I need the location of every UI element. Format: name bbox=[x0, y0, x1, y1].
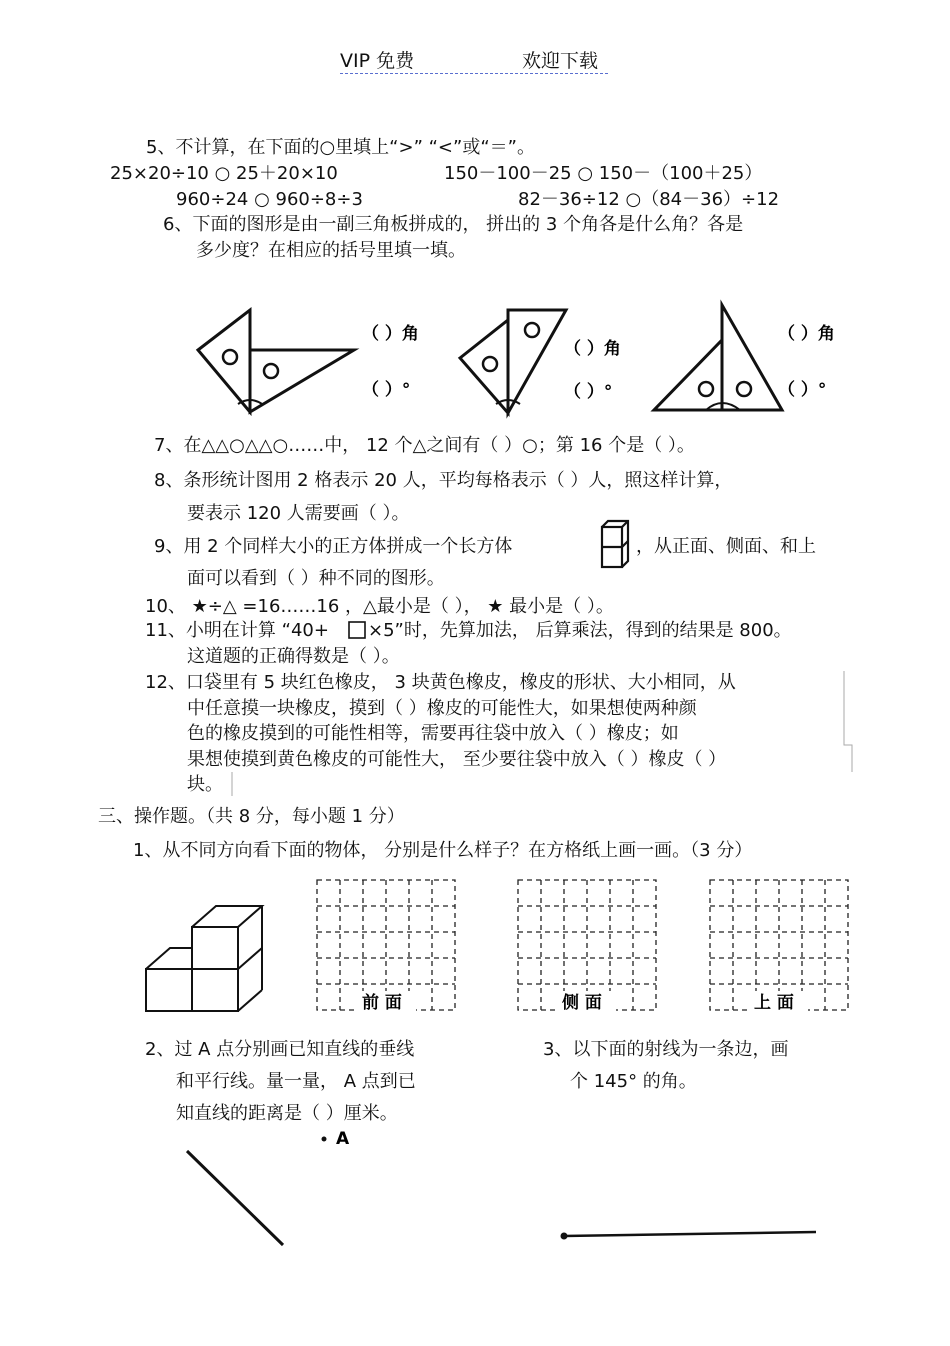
q11-box-icon bbox=[349, 622, 365, 638]
q5-row1b: 150－100－25 ○ 150－（100＋25） bbox=[444, 163, 763, 184]
q6-blank-angle-3: （ ）角 bbox=[778, 324, 835, 344]
q12-line2: 中任意摸一块橡皮，摸到（ ）橡皮的可能性大，如果想使两种颜 bbox=[187, 698, 697, 719]
q11-line1a: 11、小明在计算 “40+ bbox=[145, 620, 329, 641]
section3-q2-line1: 2、过 A 点分别画已知直线的垂线 bbox=[145, 1039, 415, 1060]
known-line bbox=[187, 1151, 283, 1245]
triangle-figure-3 bbox=[654, 305, 782, 410]
triangle-figure-2 bbox=[460, 310, 566, 413]
section3-q3-line1: 3、以下面的射线为一条边，画 bbox=[543, 1039, 789, 1060]
q6-blank-degree-3: （ ）° bbox=[778, 380, 827, 400]
q8-line2: 要表示 120 人需要画（ ）。 bbox=[187, 503, 410, 524]
grid-paper-side bbox=[518, 880, 656, 1010]
q11-line2: 这道题的正确得数是（ ）。 bbox=[187, 646, 400, 667]
q7-text: 7、在△△○△△○……中， 12 个△之间有（ ）○；第 16 个是（ ）。 bbox=[154, 435, 695, 456]
q6-blank-degree-2: （ ）° bbox=[564, 382, 613, 402]
grid-paper-front bbox=[317, 880, 455, 1010]
q5-row2b: 82－36÷12 ○（84－36）÷12 bbox=[518, 189, 780, 210]
q6-blank-angle-1: （ ）角 bbox=[362, 324, 419, 344]
q12-line3: 色的橡皮摸到的可能性相等，需要再往袋中放入（ ）橡皮；如 bbox=[187, 723, 679, 744]
grid-label-side: 侧 面 bbox=[562, 993, 602, 1013]
q6-line1: 6、下面的图形是由一副三角板拼成的， 拼出的 3 个角各是什么角？各是 bbox=[163, 214, 744, 235]
q12-line4: 果想使摸到黄色橡皮的可能性大， 至少要往袋中放入（ ）橡皮（ ） bbox=[187, 749, 727, 770]
q8-line1: 8、条形统计图用 2 格表示 20 人，平均每格表示（ ）人，照这样计算， bbox=[154, 470, 733, 491]
q9-line2: 面可以看到（ ）种不同的图形。 bbox=[187, 568, 445, 589]
ray-line bbox=[564, 1232, 816, 1236]
q12-line1: 12、口袋里有 5 块红色橡皮， 3 块黄色橡皮，橡皮的形状、大小相同，从 bbox=[145, 672, 736, 693]
triangle-figure-1 bbox=[198, 310, 354, 412]
header-right: 欢迎下载 bbox=[522, 50, 599, 72]
q9-line1a: 9、用 2 个同样大小的正方体拼成一个长方体 bbox=[154, 536, 513, 557]
q9-line1b: ，从正面、侧面、和上 bbox=[636, 536, 816, 557]
grid-paper-top bbox=[710, 880, 848, 1010]
q12-line5: 块。 bbox=[187, 774, 223, 795]
cuboid-icon bbox=[602, 521, 628, 567]
q6-line2: 多少度？在相应的括号里填一填。 bbox=[196, 240, 466, 261]
header-left: VIP 免费 bbox=[340, 50, 415, 72]
point-a-dot bbox=[322, 1137, 327, 1142]
grid-label-top: 上 面 bbox=[754, 993, 794, 1013]
q6-blank-degree-1: （ ）° bbox=[362, 380, 411, 400]
section3-title: 三、操作题。（共 8 分，每小题 1 分） bbox=[98, 806, 405, 827]
section3-q2-line3: 知直线的距离是（ ）厘米。 bbox=[176, 1103, 398, 1124]
cube-stack-object bbox=[146, 906, 262, 1011]
q6-blank-angle-2: （ ）角 bbox=[564, 339, 621, 359]
q11-line1b: ×5”时，先算加法， 后算乘法，得到的结果是 800。 bbox=[368, 620, 792, 641]
section3-q2-line2: 和平行线。量一量， A 点到已 bbox=[176, 1071, 416, 1092]
q5-title: 5、不计算，在下面的○里填上“>” “<”或“＝”。 bbox=[146, 137, 535, 158]
section3-q3-line2: 个 145° 的角。 bbox=[570, 1071, 697, 1092]
grid-label-front: 前 面 bbox=[362, 993, 402, 1013]
q10-text: 10、 ★÷△ =16……16 ，△最小是（ ）， ★ 最小是（ ）。 bbox=[145, 596, 614, 617]
point-a-label: A bbox=[336, 1129, 350, 1149]
section3-q1: 1、从不同方向看下面的物体， 分别是什么样子？在方格纸上画一画。（3 分） bbox=[133, 840, 753, 861]
q5-row2a: 960÷24 ○ 960÷8÷3 bbox=[176, 189, 363, 210]
q5-row1a: 25×20÷10 ○ 25＋20×10 bbox=[110, 163, 338, 184]
